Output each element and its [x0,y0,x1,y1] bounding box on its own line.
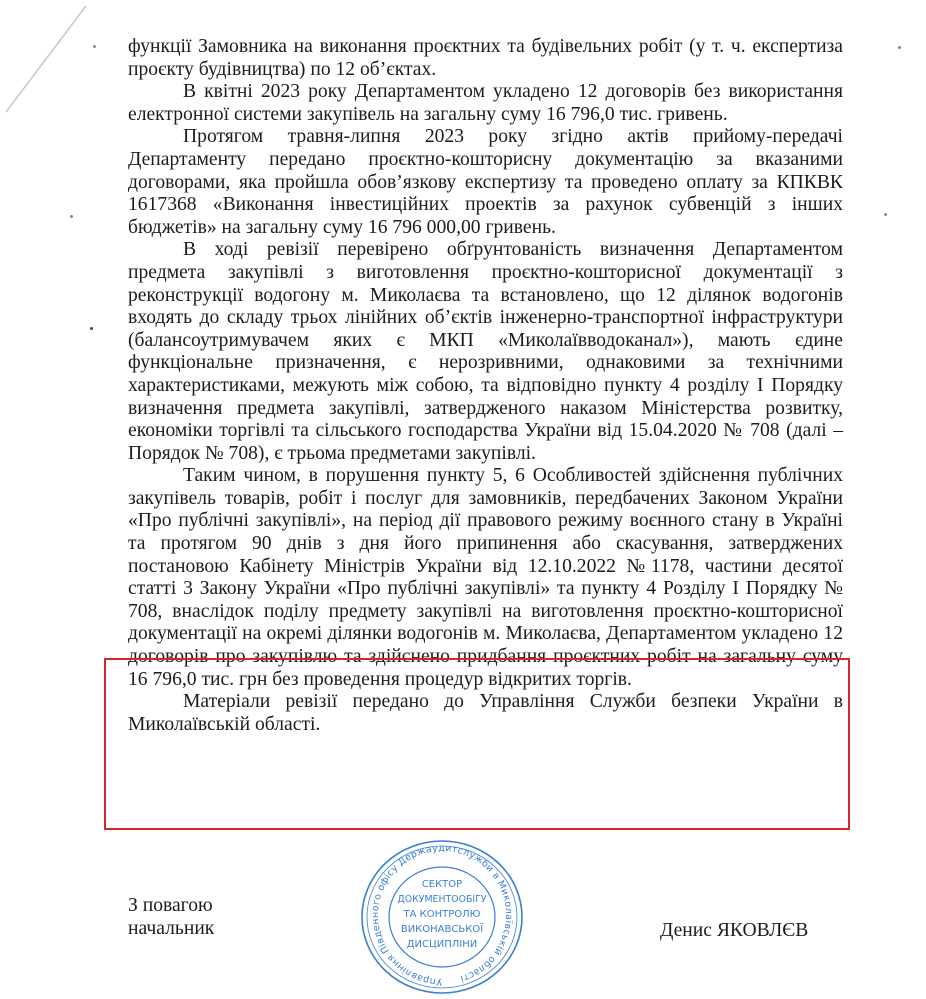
paragraph: В квітні 2023 року Департаментом укладено 12 договорів без використання електронної системи закупівель на загальну суму 16 796,0 тис. гривень. [128,81,843,125]
letter-body [128,36,843,736]
scan-speck [70,215,73,218]
signer-name: Денис ЯКОВЛЄВ [660,920,809,941]
stamp-center-line: ВИКОНАВСЬКОЇ [400,924,484,935]
stamp-center-line: ДИСЦИПЛІНИ [406,939,478,950]
paragraph: функції Замовника на виконання проєктних та будівельних робіт (у т. ч. експертиза проєкту будівництва) по 12 об’єктах. [128,36,843,80]
scan-speck [93,45,96,48]
stamp-center-line: ДОКУМЕНТООБІГУ [397,894,487,905]
paragraph: В ході ревізії перевірено обґрунтованість визначення Департаментом предмета закупівлі з виготовлення проєктно-кошторисної документації з реконструкції водогону м. Миколаєва та встановлено, що 12 ділянок водогонів входять до складу трьох лінійних об’єктів інженерно-транспортної інфраструктури (балансоутримувачем яких є МКП «Миколаївводоканал»), мають єдине функціональне призначення, є нерозривними, однаковими за технічними характеристиками, межують між собою, та відповідно пункту 4 розділу І Порядку визначення предмета закупівлі, затвердженого наказом Міністерства розвитку, економіки торгівлі та сільського господарства України від 15.04.2020 № 708 (далі – Порядок № 708), є трьома предметами закупівлі. [128,239,843,464]
scan-speck [898,46,901,49]
scan-speck [90,327,93,330]
paragraph: Протягом травня-липня 2023 року згідно актів прийому-передачі Департаменту передано проєктно-кошторисну документацію за вказаними договорами, яка пройшла обов’язкову експертизу та проведено оплату за КПКВК 1617368 «Виконання інвестиційних проектів за рахунок субвенцій з інших бюджетів» на загальну суму 16 796 000,00 гривень. [128,126,843,238]
closing-block [128,894,214,940]
paragraph: Таким чином, в порушення пункту 5, 6 Особливостей здійснення публічних закупівель товарів, робіт і послуг для замовників, передбачених Законом України «Про публічні закупівлі», на період дії правового режиму воєнного стану в Україні та протягом 90 днів з дня його припинення або скасування, затверджених постановою Кабінету Міністрів України від 12.10.2022 №1178, частини десятої статті 3 Закону України «Про публічні закупівлі» та пункту 4 Розділу І Порядку № 708, внаслідок поділу предмету закупівлі на виготовлення проєктно-кошторисної документації на окремі ділянки водогонів м. Миколаєва, Департаментом укладено 12 договорів про закупівлю та здійснено придбання проєктних робіт на загальну суму 16 796,0 тис. грн без проведення процедур відкритих торгів. [128,465,843,690]
scan-speck [884,213,887,216]
closing-regards: З повагою [128,895,213,916]
stamp-ring-text: Управління Південного офісу Держаудитслужби в Миколаївській області [369,842,515,988]
scan-artifact-line [0,0,110,120]
paragraph: Матеріали ревізії передано до Управління Служби безпеки України в Миколаївській області. [128,691,843,735]
stamp-center-line: СЕКТОР [421,879,463,890]
stamp-center-line: ТА КОНТРОЛЮ [403,909,481,920]
closing-position: начальник [128,918,215,939]
official-stamp [359,838,525,996]
red-highlight-box [104,658,850,830]
